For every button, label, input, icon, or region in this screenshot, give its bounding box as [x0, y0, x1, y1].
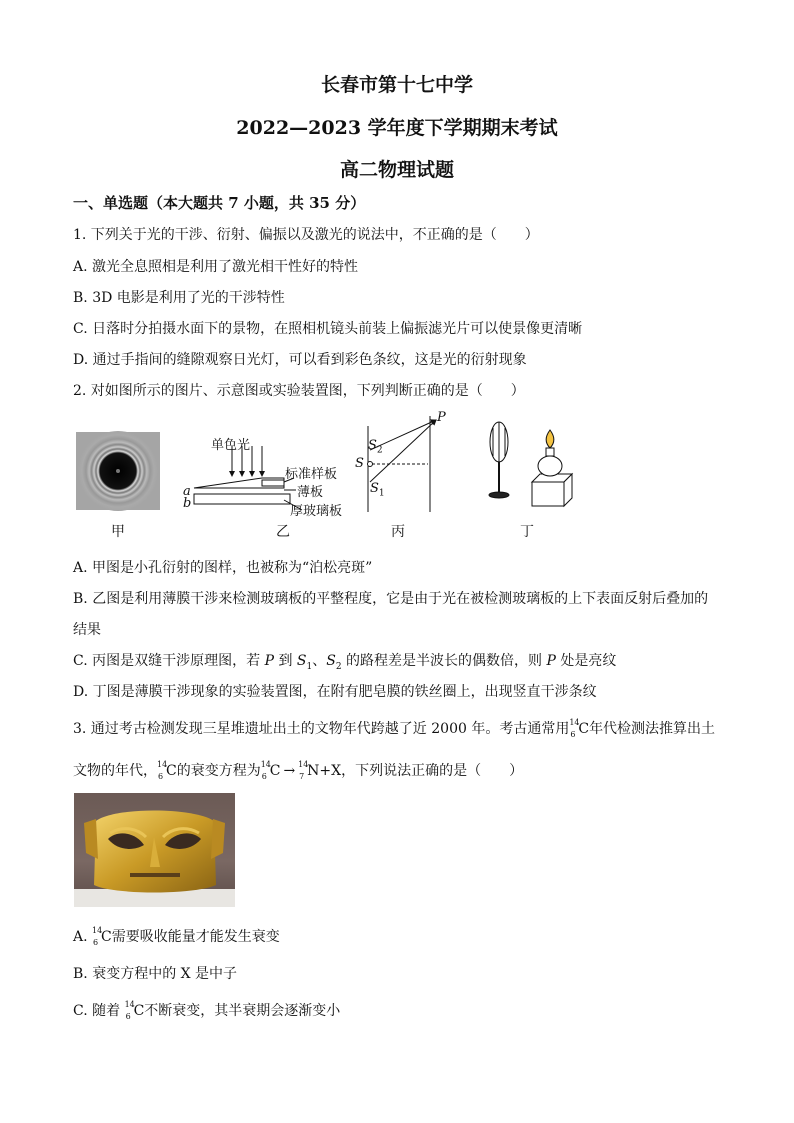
caption-yi: 乙 [276, 524, 290, 540]
school-title: 长春市第十七中学 [320, 74, 473, 96]
q2-option-b-line2: 结果 [73, 622, 101, 638]
label-s2: $S_2$ [368, 438, 383, 456]
caption-bing: 丙 [391, 524, 405, 540]
nuclide-c14: 14 6 [569, 718, 580, 739]
label-s1: $S_1$ [370, 481, 385, 499]
q3-stem-line1: 3. 通过考古检测发现三星堆遗址出土的文物年代跨越了近 2000 年。考古通常用 14 6 C年代检测法推算出土 [73, 718, 716, 739]
figure-jia [76, 431, 160, 511]
q1-option-d: D. 通过手指间的缝隙观察日光灯，可以看到彩色条纹，这是光的衍射现象 [73, 352, 527, 368]
subject-title: 高二物理试题 [339, 159, 454, 181]
label-s: S [355, 456, 364, 471]
q1-option-c: C. 日落时分拍摄水面下的景物，在照相机镜头前装上偏振滤光片可以使景像更清晰 [73, 321, 583, 337]
q1-option-b: B. 3D 电影是利用了光的干涉特性 [73, 290, 285, 306]
q1-stem: 1. 下列关于光的干涉、衍射、偏振以及激光的说法中，不正确的是（ ） [73, 227, 539, 243]
label-thin-plate: 薄板 [297, 485, 324, 500]
section-heading: 一、单选题（本大题共 7 小题，共 35 分） [73, 194, 366, 212]
label-a: a [183, 484, 191, 499]
q3-option-c: C. 随着 14 6 C不断衰变，其半衰期会逐渐变小 [73, 1000, 341, 1021]
golden-mask-photo [74, 793, 235, 907]
q3-stem-line2: 文物的年代， 14 6 C的衰变方程为 14 6 C → 14 7 N+X，下列说法正确的是（ ） [73, 760, 524, 781]
label-mono-light: 单色光 [211, 438, 251, 453]
q1-option-a: A. 激光全息照相是利用了激光相干性好的特性 [73, 259, 359, 275]
label-b: b [183, 496, 192, 511]
label-std-plate: 标准样板 [285, 467, 338, 482]
q2-option-b-line1: B. 乙图是利用薄膜干涉来检测玻璃板的平整程度，它是由于光在被检测玻璃板的上下表面反射后叠加的 [73, 591, 709, 607]
caption-ding: 丁 [520, 524, 534, 540]
q2-stem: 2. 对如图所示的图片、示意图或实验装置图，下列判断正确的是（ ） [73, 383, 525, 399]
q2-option-d: D. 丁图是薄膜干涉现象的实验装置图，在附有肥皂膜的铁丝圈上，出现竖直干涉条纹 [73, 684, 597, 700]
q2-option-a: A. 甲图是小孔衍射的图样，也被称为“泊松亮斑” [73, 560, 373, 576]
figure-ding [489, 422, 572, 506]
q2-option-c: C. 丙图是双缝干涉原理图，若 P 到 $S_1$、$S_2$ 的路程差是半波长的偶数倍，则 P 处是亮纹 [73, 653, 617, 672]
q3-option-a: A. 14 6 C需要吸收能量才能发生衰变 [73, 926, 280, 947]
label-p: P [437, 410, 446, 425]
label-thick-glass: 厚玻璃板 [290, 504, 343, 519]
q3-option-b: B. 衰变方程中的 X 是中子 [73, 966, 238, 982]
nuclide-n14: 14 7 [298, 760, 309, 781]
caption-jia: 甲 [111, 524, 125, 540]
exam-title: 2022—2023 学年度下学期期末考试 [236, 117, 558, 139]
